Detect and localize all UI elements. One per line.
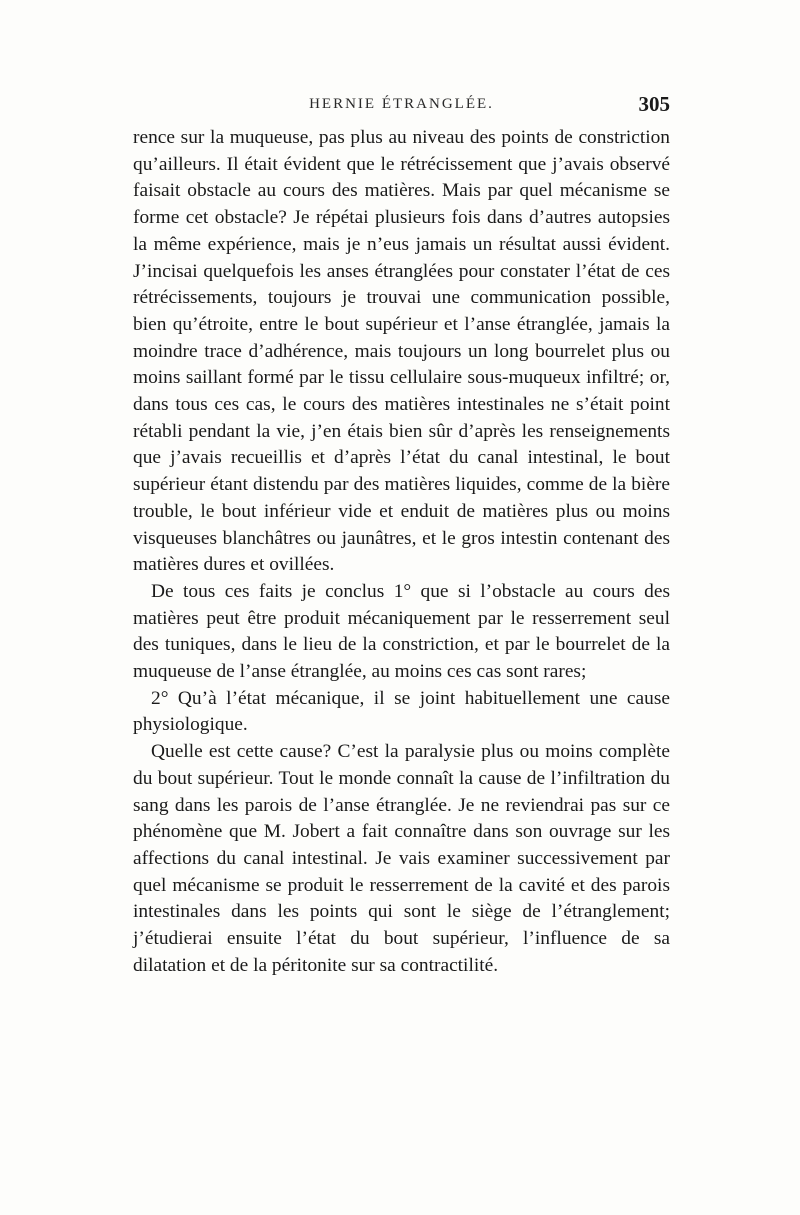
running-head	[133, 92, 670, 118]
paragraph-cause: Quelle est cette cause? C’est la paralysie plus ou moins complète du bout supérieur. Tout le monde connaît la cause de l’infiltration du sang dans les parois de l’anse étranglée. Je ne reviendrai pas sur ce phénomène que M. Jobert a fait connaître dans son ouvrage sur les affections du canal intestinal. Je vais examiner successivement par quel mécanisme se produit le resserrement de la cavité et des parois intestinales dans les points qui sont le siège de l’étranglement; j’étudierai ensuite l’état du bout supérieur, l’influence de sa dilatation et de la péritonite sur sa contractilité.	[133, 741, 670, 976]
body-text	[133, 125, 670, 980]
paragraph-conclusion-1: De tous ces faits je conclus 1° que si l’obstacle au cours des matières peut être produit mécaniquement par le resserrement seul des tuniques, dans le lieu de la constriction, et par le bourrelet de la muqueuse de l’anse étranglée, au moins ces cas sont rares;	[133, 580, 670, 683]
paragraph-conclusion-2: 2° Qu’à l’état mécanique, il se joint habituellement une cause physiologique.	[133, 687, 670, 736]
page-number: 305	[638, 92, 670, 116]
paragraph-continuation: rence sur la muqueuse, pas plus au niveau des points de constriction qu’ailleurs. Il était évident que le rétrécissement que j’avais observé faisait obstacle au cours des matières. Mais par quel mécanisme se forme cet obstacle? Je répétai plusieurs fois dans d’autres autopsies la même expérience, mais je n’eus jamais un résultat aussi évident. J’incisai quelquefois les anses étranglées pour constater l’état de ces rétrécissements, toujours je trouvai une communication possible, bien qu’étroite, entre le bout supérieur et l’anse étranglée, jamais la moindre trace d’adhérence, mais toujours un long bourrelet plus ou moins saillant formé par le tissu cellulaire sous-muqueux infiltré; or, dans tous ces cas, le cours des matières intestinales ne s’était point rétabli pendant la vie, j’en étais bien sûr d’après les renseignements que j’avais recueillis et d’après l’état du canal intestinal, le bout supérieur étant distendu par des matières liquides, comme de la bière trouble, le bout inférieur vide et enduit de matières plus ou moins visqueuses blanchâtres ou jaunâtres, et le gros intestin contenant des matières dures et ovillées.	[133, 127, 670, 576]
running-title: HERNIE ÉTRANGLÉE.	[309, 96, 494, 112]
